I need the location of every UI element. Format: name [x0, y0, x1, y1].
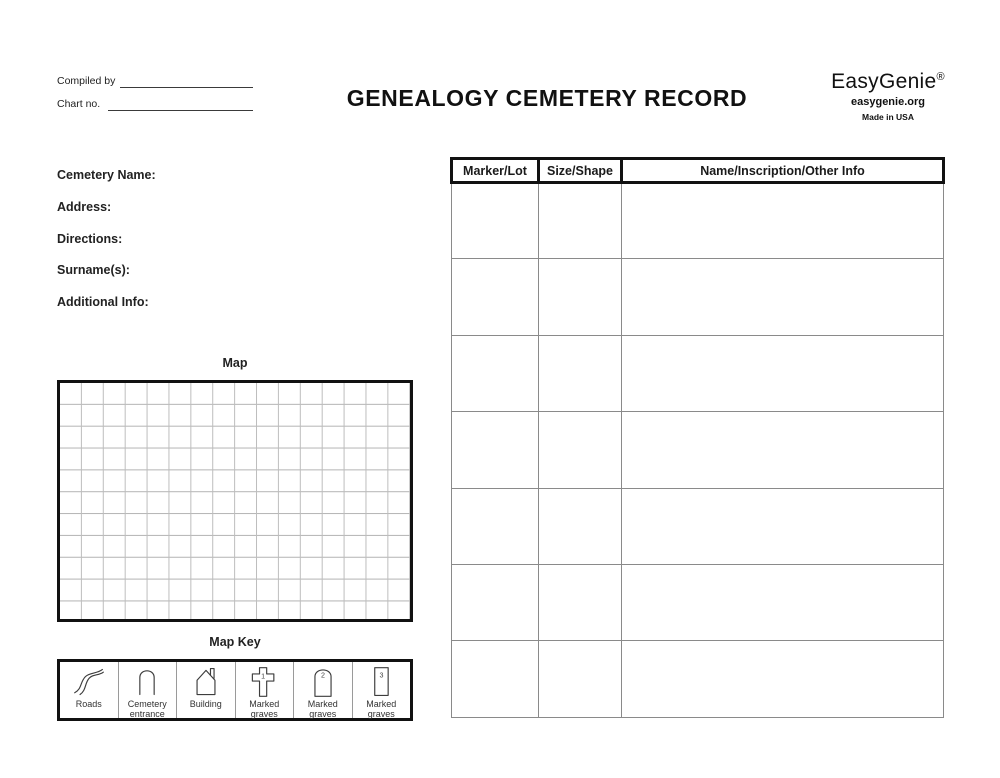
- building-icon: [189, 665, 223, 699]
- cross-grave-icon: [247, 665, 281, 699]
- chart-no-field: [57, 98, 257, 112]
- record-cell: [452, 488, 539, 564]
- record-row: [452, 412, 944, 488]
- record-row: [452, 641, 944, 717]
- record-row: [452, 335, 944, 411]
- address-label: Address:: [57, 200, 112, 214]
- chart-no-blank-line: [108, 110, 253, 111]
- record-cell: [452, 412, 539, 488]
- record-cell: [622, 335, 944, 411]
- map-key-label: Marked graves: [366, 699, 397, 719]
- record-cell: [622, 564, 944, 640]
- additional-info-label: Additional Info:: [57, 295, 149, 309]
- record-cell: [539, 335, 622, 411]
- record-row: [452, 488, 944, 564]
- record-row: [452, 183, 944, 259]
- directions-label: Directions:: [57, 232, 123, 246]
- record-cell: [452, 259, 539, 335]
- map-key-item-building: [177, 662, 236, 718]
- record-cell: [539, 488, 622, 564]
- cemetery-entrance-icon: [130, 665, 164, 699]
- record-cell: [452, 335, 539, 411]
- grave-number: 2: [320, 671, 325, 680]
- grave-number: 1: [261, 672, 266, 681]
- column-header-name-inscription: Name/Inscription/Other Info: [622, 159, 944, 183]
- made-in-usa-label: Made in USA: [862, 112, 914, 122]
- map-title: Map: [222, 356, 248, 370]
- compiled-by-label: Compiled by: [57, 75, 116, 87]
- plot-grave-icon: [364, 665, 398, 699]
- record-row: [452, 564, 944, 640]
- brand-name: EasyGenie®: [831, 70, 945, 93]
- brand-website: easygenie.org: [851, 96, 925, 108]
- record-cell: [452, 183, 539, 259]
- roads-icon: [72, 665, 106, 699]
- cemetery-name-label: Cemetery Name:: [57, 168, 156, 182]
- map-key-label: Marked graves: [307, 699, 338, 719]
- column-header-size-shape: Size/Shape: [539, 159, 622, 183]
- record-table: [450, 157, 945, 718]
- grave-number: 3: [379, 671, 384, 680]
- surnames-label: Surname(s):: [57, 263, 130, 277]
- column-header-marker-lot: Marker/Lot: [452, 159, 539, 183]
- record-cell: [622, 183, 944, 259]
- map-key-item-marked-graves-plot: [353, 662, 411, 718]
- tombstone-grave-icon: [306, 665, 340, 699]
- registered-mark: ®: [936, 71, 945, 83]
- record-cell: [622, 412, 944, 488]
- compiled-by-field: [57, 75, 257, 89]
- map-key-legend: [57, 659, 413, 721]
- page-title: GENEALOGY CEMETERY RECORD: [346, 85, 748, 111]
- record-cell: [539, 183, 622, 259]
- record-cell: [539, 259, 622, 335]
- map-key-label: Roads: [75, 699, 102, 709]
- map-key-item-roads: [60, 662, 119, 718]
- record-row: [452, 259, 944, 335]
- record-cell: [622, 259, 944, 335]
- chart-no-label: Chart no.: [57, 98, 101, 110]
- map-key-item-cemetery-entrance: [119, 662, 178, 718]
- map-key-title: Map Key: [209, 635, 261, 649]
- map-key-label: Cemetery entrance: [127, 699, 167, 719]
- map-grid: [57, 380, 413, 622]
- record-cell: [622, 641, 944, 717]
- record-cell: [539, 564, 622, 640]
- brand-block: [831, 70, 945, 122]
- map-key-label: Marked graves: [249, 699, 280, 719]
- record-cell: [452, 564, 539, 640]
- compiled-by-blank-line: [120, 87, 253, 88]
- map-key-item-marked-graves-cross: [236, 662, 295, 718]
- map-key-item-marked-graves-tombstone: [294, 662, 353, 718]
- record-cell: [539, 641, 622, 717]
- record-cell: [452, 641, 539, 717]
- map-key-label: Building: [189, 699, 222, 709]
- record-cell: [622, 488, 944, 564]
- record-cell: [539, 412, 622, 488]
- record-table-header-row: [452, 159, 944, 183]
